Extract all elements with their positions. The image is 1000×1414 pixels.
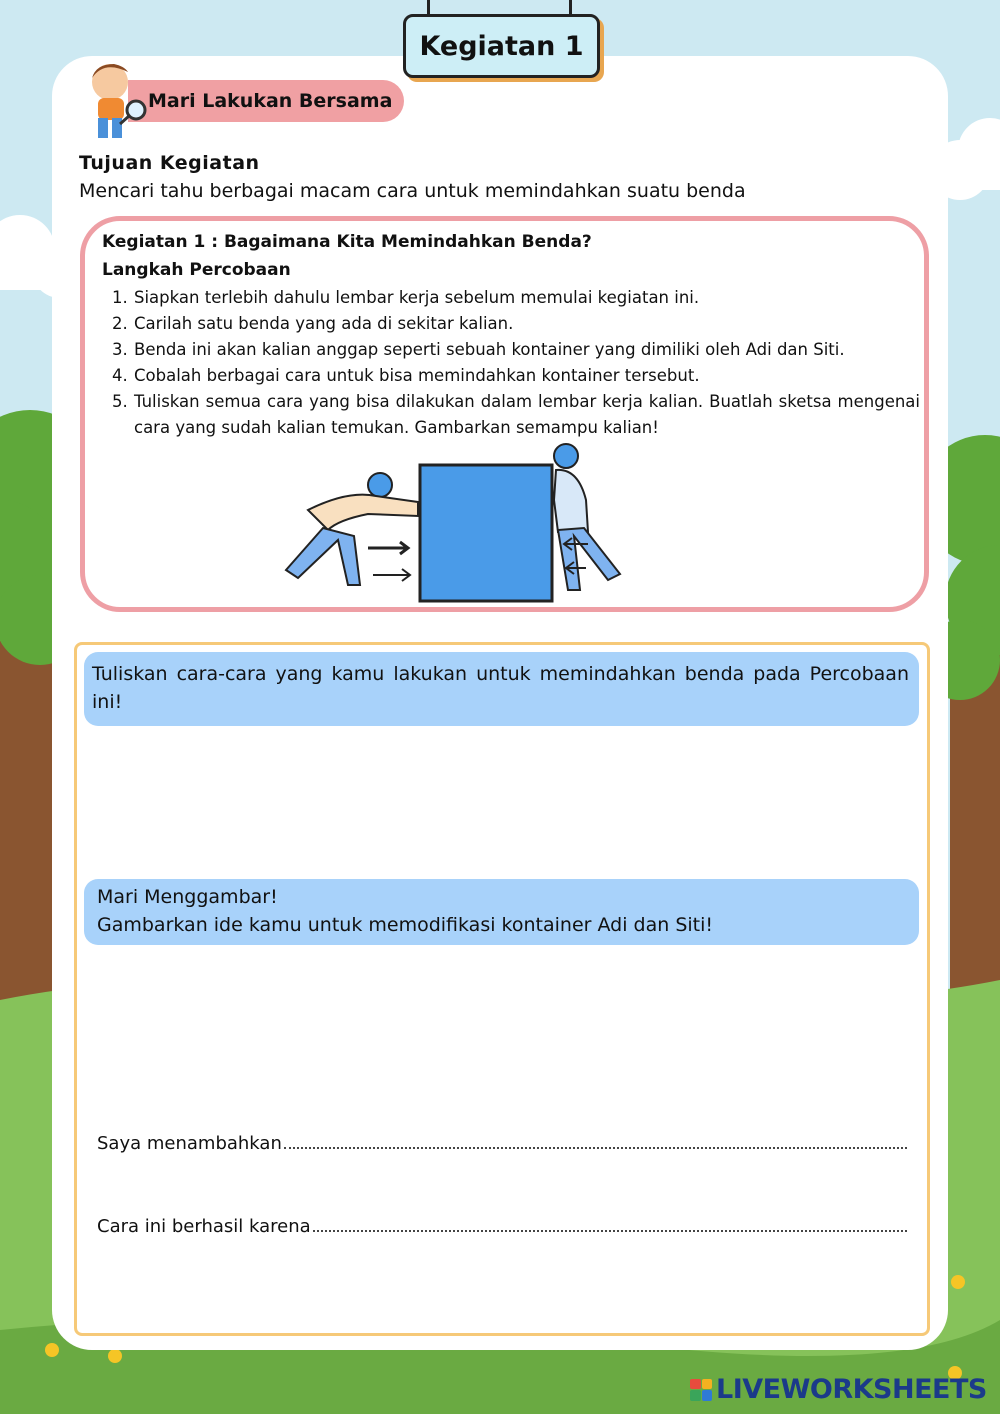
drawing-heading: Mari Menggambar! bbox=[97, 886, 278, 908]
kid-magnifier-icon bbox=[74, 58, 152, 144]
drawing-instruction: Gambarkan ide kamu untuk memodifikasi kontainer Adi dan Siti! bbox=[97, 914, 713, 936]
list-item: 3. Benda ini akan kalian anggap seperti sebuah kontainer yang dimiliki oleh Adi dan Siti. bbox=[112, 340, 845, 359]
fill-line-added[interactable] bbox=[97, 1133, 907, 1154]
prompt-drawing bbox=[84, 879, 919, 945]
drawing-canvas[interactable] bbox=[83, 955, 919, 1120]
fill-blank[interactable] bbox=[313, 1216, 907, 1232]
steps-list bbox=[112, 285, 920, 441]
list-item: 1. Siapkan terlebih dahulu lembar kerja sebelum memulai kegiatan ini. bbox=[112, 288, 700, 307]
fill-label: Cara ini berhasil karena bbox=[97, 1216, 311, 1237]
brand-logo-icon bbox=[690, 1379, 712, 1401]
fill-line-reason[interactable] bbox=[97, 1216, 907, 1237]
list-item: 5. Tuliskan semua cara yang bisa dilakukan dalam lembar kerja kalian. Buatlah sketsa mengenai cara yang sudah kalian temukan. Gambarkan semampu kalian! bbox=[112, 392, 920, 437]
goal-title: Tujuan Kegiatan bbox=[79, 152, 260, 174]
prompt-text: Tuliskan cara-cara yang kamu lakukan untuk memindahkan benda pada Percobaan ini! bbox=[92, 663, 909, 713]
activity-sign bbox=[403, 14, 600, 78]
list-item: 2. Carilah satu benda yang ada di sekitar kalian. bbox=[112, 314, 514, 333]
brand-logo bbox=[690, 1374, 987, 1405]
section-label: Mari Lakukan Bersama bbox=[148, 90, 393, 112]
fill-blank[interactable] bbox=[284, 1133, 907, 1149]
pushing-box-illustration bbox=[268, 440, 648, 610]
sign-title: Kegiatan 1 bbox=[419, 30, 584, 62]
prompt-write-methods bbox=[84, 652, 919, 726]
goal-text: Mencari tahu berbagai macam cara untuk memindahkan suatu benda bbox=[79, 180, 746, 202]
activity-title: Kegiatan 1 : Bagaimana Kita Memindahkan Benda? bbox=[102, 232, 592, 252]
fill-label: Saya menambahkan bbox=[97, 1133, 282, 1154]
brand-name: LIVEWORKSHEETS bbox=[716, 1374, 987, 1405]
steps-title: Langkah Percobaan bbox=[102, 260, 291, 280]
section-label-pill bbox=[128, 80, 404, 122]
answer-input[interactable] bbox=[83, 736, 923, 870]
list-item: 4. Cobalah berbagai cara untuk bisa memindahkan kontainer tersebut. bbox=[112, 366, 700, 385]
